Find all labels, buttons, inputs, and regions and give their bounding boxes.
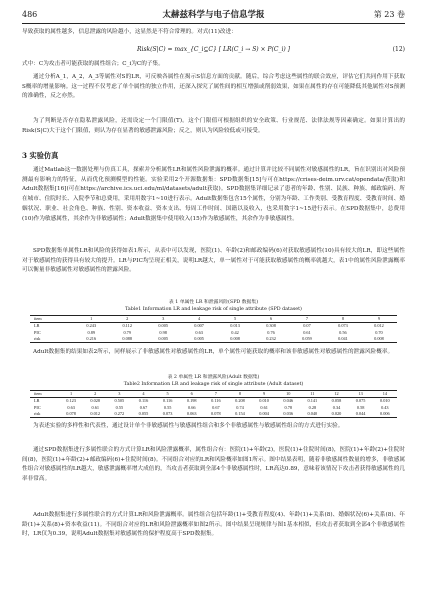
paragraph-1: 导致获取的属性越多，信息泄露的风险越小，这显然是不符合常理的。对式(11)改进： [22,29,237,35]
table-cell: 0.58 [356,404,365,410]
table-header-cell: 1 [59,391,83,398]
table-cell: PIC [34,404,41,410]
table-header-cell: 10 [276,391,300,398]
table-header-cell: 7 [289,316,325,323]
table-header-cell: 1 [73,316,109,323]
table-header-cell: 14 [373,391,397,398]
table-header-cell: 9 [361,316,397,323]
table-cell: 0.308 [266,323,276,329]
table-cell: 0.007 [194,323,204,329]
table-cell: 0.79 [123,329,131,335]
table-header-cell: 6 [253,316,289,323]
table-cell: 0.028 [90,398,101,404]
table-cell: 0.116 [211,398,221,404]
section-heading: 3 实验仿真 [22,151,59,160]
table-cell: LR [34,323,40,329]
table-header-cell: 8 [228,391,252,398]
table-cell: 0.116 [162,398,173,404]
table-cell: 0.154 [228,411,252,418]
paragraph-10: Adult数据集进行多属性联合的方式计算LR和风险泄露概率。属性组合包括年龄(1)+受教育程度(4)、年龄(1)+关系(8)、婚姻状况(6)+关系(8)、年龄(1)+关系(8)+资本收益(11)。不同组合对应的LR和风险泄露概率如图2所示。图中结果呈现规律与图1基本相似，但攻击者获取到全部4个非敏感属性时，LR仅为0.39，说明Adult数据集对敏感属性的保护程度高于SPD数据集。 [22,512,405,538]
paragraph-2: 式中：C为攻击者可能获取的属性组合；C_i为C的子集。 [22,61,164,67]
table-cell: 0.005 [145,336,181,343]
table-2 [30,390,397,418]
table-cell: 0.075 [355,398,366,404]
equation-expression: Risk(S|C) = max_{C_i⊆C} [ LR(C_i → S) × P(C_i) ] [137,46,290,53]
table-header-cell: 6 [180,391,204,398]
table-cell: 0.74 [236,404,244,410]
table-cell: 0.216 [73,336,109,343]
table-cell: 0.78 [284,404,292,410]
table-cell: 0.208 [235,398,245,404]
table-cell: 0.004 [252,411,276,418]
table-header-cell: 12 [324,391,348,398]
table-header-cell: 3 [107,391,131,398]
table-header-cell: item [30,391,59,398]
table-cell: 0.020 [324,411,348,418]
table-cell: 0.28 [308,404,317,410]
paragraph-9: 通过SPD数据集进行多属性联合的方式计算LR和风险泄露概率，属性组合有：医院(1)+年龄(2)，医院(1)+住院时间(8)，医院(1)+年龄(2)+住院时间(8)，医院(1)+年龄(2)+邮政编码(6)+住院时间(8)。不同组合对应的LR和风险概率如图1所示。图中结果表明，随着非敏感属性数量的增多，非敏感属性组合对敏感属性的LR越大，敏感泄露概率增大成倍的，当攻击者获取到全部4个非敏感属性时，LR高达0.89，意味着该情况下攻击者获得敏感属性的几率非常高。 [22,447,405,483]
table-cell: 0.008 [217,336,253,343]
table-cell: 0.058 [331,398,342,404]
table-cell: 0.012 [374,323,384,329]
table-cell: 0.078 [204,411,228,418]
table-cell: 0.63 [195,329,203,335]
table-cell: 0.041 [325,336,361,343]
table-cell: 0.006 [373,411,397,418]
table-cell: 0.078 [59,411,83,418]
table-cell: 0.073 [338,323,348,329]
table-cell: 0.036 [276,411,300,418]
table-cell: 0.55 [163,404,172,410]
table-cell: 0.055 [131,411,155,418]
table-cell: 0.56 [339,329,347,335]
table-header-cell: 13 [349,391,373,398]
table-cell: PIC [34,329,41,335]
table-cell: 0.198 [186,398,197,404]
table-cell: 0.073 [156,411,180,418]
paragraph-4: 为了判断是否存在隐私泄露风险，还需设定一个门限值(T)。这个门限值可根据组织的安全政策、行业规范、法律法规等因素确定。如果计算出的Risk(S|C)大于这个门限值，则认为存在显著的敏感泄露风险；反之，则认为风险较低或可接受。 [22,118,405,134]
table-row [30,336,397,343]
table-row [30,323,397,330]
table-header-cell: 9 [252,391,276,398]
table-cell: 0.43 [381,404,389,410]
table1-caption-cn: 表 1 单属性 LR 和泄露风险(SPD 数据集) [168,300,259,305]
table-row [30,398,397,405]
table-cell: 0.040 [300,411,324,418]
table-cell: 0.059 [289,336,325,343]
table-cell: 0.005 [158,323,168,329]
table-cell: 0.66 [187,404,196,410]
page-number: 486 [22,10,38,19]
table-cell: 0.76 [267,329,275,335]
table-cell: 0.010 [380,398,390,404]
table-cell: 0.112 [122,323,132,329]
table-cell: 0.67 [212,404,220,410]
table-header-cell: 7 [204,391,228,398]
table-header-cell: 2 [83,391,107,398]
table-cell: 0.232 [253,336,289,343]
table-cell: 0.67 [139,404,148,410]
table2-caption-en: Table2 Information LR and leakage risk of single attribute (Adult dataset) [123,382,304,387]
running-header [22,8,405,22]
paragraph-8: 为表述实验的多样性和代表性，通过设计单个非敏感属性与敏感属性组合和多个非敏感属性与敏感属性组合的方式进行实验。 [33,423,344,429]
paragraph-6: SPD数据集单属性LR和风险的获得如表1所示，从表中可以发现，医院(1)、年龄(2)和邮政编码(6)对获取敏感属性(10)具有较大的LR，即这些属性对于敏感属性的获得具有较大的提升。LR与PIC均呈现正相关，说明LR越大，单一属性对于可能获取敏感属性的概率就越大，表1中的属性风险泄露概率可以衡量非敏感属性对敏感属性的泄露风险。 [22,248,405,274]
table-cell: 0.008 [361,336,397,343]
table-cell: 0.010 [259,398,269,404]
table-cell: 0.063 [180,411,204,418]
table-header-row [30,391,397,398]
table-header-cell: item [30,316,73,323]
table-cell: 0.088 [109,336,145,343]
volume-label: 第 23 卷 [373,10,405,19]
table-cell: risk [30,336,73,343]
table-cell: 0.61 [303,329,311,335]
table-cell: 0.98 [159,329,167,335]
table-cell: 0.272 [107,411,131,418]
table-cell: 0.013 [230,323,240,329]
table-cell: 0.07 [303,323,311,329]
table-cell: 0.89 [87,329,96,335]
table-header-cell: 8 [325,316,361,323]
table-cell: 0.70 [375,329,383,335]
table-cell: 0.55 [115,404,124,410]
table-header-row [30,316,397,323]
table-header-cell: 3 [145,316,181,323]
table-cell: 0.42 [231,329,239,335]
table-header-cell: 5 [156,391,180,398]
table-cell: 0.243 [86,323,97,329]
table-header-cell: 5 [217,316,253,323]
equation-number: (12) [392,46,405,53]
table-row [30,411,397,418]
table1-caption-en: Table1 Information LR and leakage risk of single attribute (SPD dataset) [125,307,302,312]
table-cell: 0.34 [332,404,341,410]
equation-12 [22,43,405,57]
table-cell: 0.116 [138,398,149,404]
table-cell: 0.012 [83,411,107,418]
table-cell: risk [30,411,59,418]
table-cell: 0.005 [181,336,217,343]
table-cell: 0.61 [91,404,99,410]
table-cell: LR [34,398,40,404]
table-cell: 0.046 [283,398,294,404]
table-cell: 0.505 [114,398,125,404]
table-cell: 0.123 [66,398,76,404]
paragraph-5: 通过Matlab这一数据处理与仿真工具，探索并分析属性LR和属性风险泄露的概率。通过计算并比较不同属性对敏感属性的LR，旨在识别出对风险预测最有影响力的特征，从而优化预测模型的性能。实验采用2个开源数据集：SPD数据集[15]与可在https://crises-deim.urv.cat/opendata/获取)和Adult数据集[16](可在https://archive.ics.uci.edu/ml/datasets/adult获取)。SPD数据集详细记录了患者的年龄、性别、民族、种族、邮政编码、所在城市、住院时长、入院季节和总费用，采用用数字1~10进行表示。Adult数据集包含15个属性，分别为年龄、工作类别、受教育程度、受教育时间、婚姻状况、职业、社会角色、种族、性别、资本收益、资本支出、每周工作时间、国籍以及收入，也采用数字1~15进行表示。在SPD数据集中，总费用(10)作为敏感属性，其余作为非敏感属性；Adult数据集中使用收入(15)作为敏感属性，其余作为非敏感属性。 [22,167,405,222]
table-cell: 0.63 [67,404,75,410]
table-cell: 0.044 [349,411,373,418]
table-header-cell: 4 [131,391,155,398]
paragraph-7: Adult数据集的结果如表2所示，同样展示了非敏感属性对敏感属性的LR，单个属性可能获取的概率和该非敏感属性对敏感属性的泄露风险概率。 [33,349,394,355]
table-cell: 0.141 [307,398,318,404]
table-header-cell: 2 [109,316,145,323]
table-1 [30,315,397,343]
paragraph-3: 通过分析A_1，A_2，A_3等属性对S的LR，可反映各属性在揭示S信息方面的贡献。随后，综合考虑这些属性的联合效应，评估它们共同作用下获取S概率的增量影响。这一过程不仅考虑了单个属性的独立作用，还深入探究了属性间的相互增强或削弱效果，如果在属性的存在可能降低其他属性对S预测的准确性，反之亦然。 [22,74,405,100]
header-rule [22,23,405,24]
table-header-cell: 4 [181,316,217,323]
table-header-cell: 11 [300,391,324,398]
table2-caption-cn: 表 2 单属性 LR 和泄露风险(Adult 数据集) [167,375,260,380]
table-cell: 0.61 [260,404,268,410]
journal-title: 太赫兹科学与电子信息学报 [162,10,265,20]
